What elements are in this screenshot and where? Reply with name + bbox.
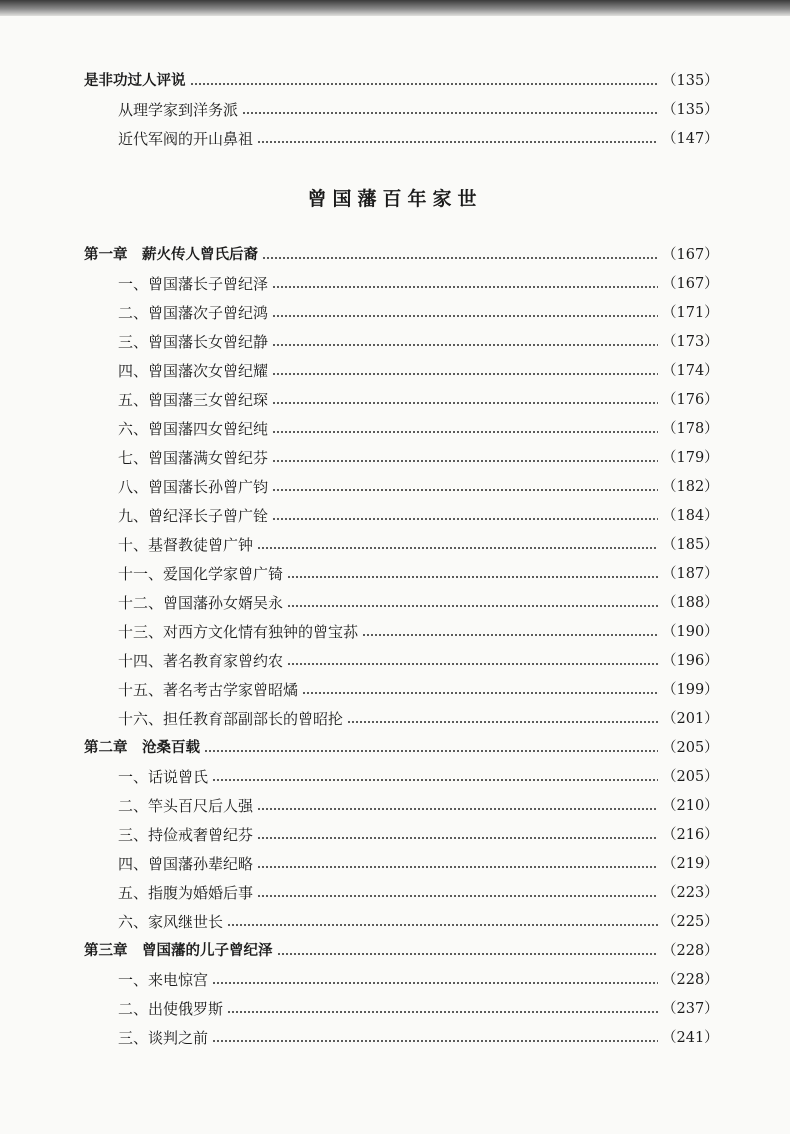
toc-entry-title: 第三章 曾国藩的儿子曾纪泽 xyxy=(84,943,273,959)
dot-leader xyxy=(227,924,658,926)
toc-section-entry[interactable] xyxy=(0,879,790,908)
toc-section-entry[interactable] xyxy=(0,96,790,125)
toc-section-entry[interactable] xyxy=(0,1024,790,1053)
toc-entry-title: 十五、著名考古学家曾昭燏 xyxy=(118,681,299,699)
dot-leader xyxy=(347,721,658,723)
toc-section-entry[interactable] xyxy=(0,589,790,618)
toc-entry-page-number: （205） xyxy=(662,740,719,756)
toc-entry-title: 二、曾国藩次子曾纪鸿 xyxy=(118,304,269,322)
dot-leader xyxy=(272,460,658,462)
toc-section-entry[interactable] xyxy=(0,357,790,386)
toc-section-entry[interactable] xyxy=(0,821,790,850)
toc-section-entry[interactable] xyxy=(0,676,790,705)
toc-section-entry[interactable] xyxy=(0,995,790,1024)
dot-leader xyxy=(212,779,658,781)
dot-leader xyxy=(272,489,658,491)
dot-leader xyxy=(272,286,658,288)
toc-section-entry[interactable] xyxy=(0,560,790,589)
toc-section-entry[interactable] xyxy=(0,966,790,995)
toc-chapter-entry[interactable] xyxy=(0,241,790,270)
toc-entry-title: 二、竿头百尺后人强 xyxy=(118,797,254,815)
dot-leader xyxy=(272,402,658,404)
toc-section-entry[interactable] xyxy=(0,270,790,299)
dot-leader xyxy=(272,373,658,375)
toc-entry-page-number: （228） xyxy=(662,943,719,959)
toc-entry-page-number: （147） xyxy=(662,131,719,147)
toc-section-entry[interactable] xyxy=(0,850,790,879)
toc-entry-page-number: （135） xyxy=(662,102,719,118)
toc-entry-title: 四、曾国藩次女曾纪耀 xyxy=(118,362,269,380)
toc-section-entry[interactable] xyxy=(0,386,790,415)
toc-entry-page-number: （167） xyxy=(662,276,719,292)
dot-leader xyxy=(257,141,658,143)
toc-entry-title: 十一、爱国化学家曾广锜 xyxy=(118,565,284,583)
toc-entry-page-number: （237） xyxy=(662,1001,719,1017)
dot-leader xyxy=(204,750,658,752)
toc-entry-title: 一、曾国藩长子曾纪泽 xyxy=(118,275,269,293)
toc-entry-title: 五、指腹为婚婚后事 xyxy=(118,884,254,902)
toc-entry-title: 十三、对西方文化情有独钟的曾宝荪 xyxy=(118,623,359,641)
top-shadow-bar xyxy=(0,0,790,16)
dot-leader xyxy=(257,547,658,549)
toc-entry-title: 四、曾国藩孙辈纪略 xyxy=(118,855,254,873)
toc-entry-title: 三、谈判之前 xyxy=(118,1029,209,1047)
toc-section-entry[interactable] xyxy=(0,328,790,357)
toc-entry-page-number: （179） xyxy=(662,450,719,466)
toc-section-entry[interactable] xyxy=(0,125,790,154)
dot-leader xyxy=(242,112,658,114)
toc-entry-title: 第二章 沧桑百载 xyxy=(84,740,200,756)
toc-entry-page-number: （167） xyxy=(662,247,719,263)
toc-entry-title: 九、曾纪泽长子曾广铨 xyxy=(118,507,269,525)
toc-entry-page-number: （174） xyxy=(662,363,719,379)
dot-leader xyxy=(257,837,658,839)
dot-leader xyxy=(287,576,658,578)
toc-entry-title: 六、曾国藩四女曾纪纯 xyxy=(118,420,269,438)
toc-entry-page-number: （210） xyxy=(662,798,719,814)
toc-entry-page-number: （201） xyxy=(662,711,719,727)
dot-leader xyxy=(287,605,658,607)
toc-chapter-entry[interactable] xyxy=(0,937,790,966)
toc-entry-page-number: （219） xyxy=(662,856,719,872)
toc-entry-page-number: （171） xyxy=(662,305,719,321)
toc-section-entry[interactable] xyxy=(0,647,790,676)
dot-leader xyxy=(302,692,658,694)
toc-entry-title: 一、话说曾氏 xyxy=(118,768,209,786)
dot-leader xyxy=(190,83,659,85)
toc-entry-page-number: （225） xyxy=(662,914,719,930)
toc-entry-title: 二、出使俄罗斯 xyxy=(118,1000,224,1018)
toc-entry-title: 第一章 薪火传人曾氏后裔 xyxy=(84,247,258,263)
toc-section-entry[interactable] xyxy=(0,415,790,444)
toc-entry-page-number: （185） xyxy=(662,537,719,553)
toc-entry-page-number: （182） xyxy=(662,479,719,495)
toc-entry-title: 三、持俭戒奢曾纪芬 xyxy=(118,826,254,844)
toc-section-entry[interactable] xyxy=(0,299,790,328)
dot-leader xyxy=(277,953,659,955)
toc-entry-title: 是非功过人评说 xyxy=(84,73,186,89)
toc-entry-page-number: （178） xyxy=(662,421,719,437)
dot-leader xyxy=(272,431,658,433)
toc-section-entry[interactable] xyxy=(0,531,790,560)
toc-entry-title: 六、家风继世长 xyxy=(118,913,224,931)
toc-entry-title: 十六、担任教育部副部长的曾昭抡 xyxy=(118,710,344,728)
toc-entry-page-number: （190） xyxy=(662,624,719,640)
toc-entry-title: 五、曾国藩三女曾纪琛 xyxy=(118,391,269,409)
dot-leader xyxy=(212,982,658,984)
toc-entry-page-number: （199） xyxy=(662,682,719,698)
toc-entry-title: 三、曾国藩长女曾纪静 xyxy=(118,333,269,351)
dot-leader xyxy=(272,315,658,317)
toc-chapter-entry[interactable] xyxy=(0,67,790,96)
toc-entry-title: 十四、著名教育家曾约农 xyxy=(118,652,284,670)
toc-entry-page-number: （135） xyxy=(662,73,719,89)
dot-leader xyxy=(272,518,658,520)
toc-entry-title: 一、来电惊宫 xyxy=(118,971,209,989)
toc-entry-page-number: （241） xyxy=(662,1030,719,1046)
dot-leader xyxy=(257,808,658,810)
toc-chapter-entry[interactable] xyxy=(0,734,790,763)
toc-section-entry[interactable] xyxy=(0,444,790,473)
toc-entry-page-number: （188） xyxy=(662,595,719,611)
toc-section-entry[interactable] xyxy=(0,763,790,792)
section-title: 曾国藩百年家世 xyxy=(307,188,483,210)
toc-entry-page-number: （173） xyxy=(662,334,719,350)
dot-leader xyxy=(287,663,658,665)
toc-entry-page-number: （228） xyxy=(662,972,719,988)
toc-entry-page-number: （187） xyxy=(662,566,719,582)
toc-entry-page-number: （223） xyxy=(662,885,719,901)
toc-entry-page-number: （196） xyxy=(662,653,719,669)
toc-section-entry[interactable] xyxy=(0,618,790,647)
toc-entry-page-number: （184） xyxy=(662,508,719,524)
dot-leader xyxy=(257,866,658,868)
dot-leader xyxy=(362,634,658,636)
dot-leader xyxy=(212,1040,658,1042)
toc-section-entry[interactable] xyxy=(0,705,790,734)
toc-entry-title: 八、曾国藩长孙曾广钧 xyxy=(118,478,269,496)
toc-section-entry[interactable] xyxy=(0,502,790,531)
toc-section-entry[interactable] xyxy=(0,473,790,502)
dot-leader xyxy=(227,1011,658,1013)
toc-entry-title: 近代军阀的开山鼻祖 xyxy=(118,130,254,148)
dot-leader xyxy=(257,895,658,897)
toc-entry-title: 十二、曾国藩孙女婿吴永 xyxy=(118,594,284,612)
toc-entry-page-number: （205） xyxy=(662,769,719,785)
toc-entry-title: 七、曾国藩满女曾纪芬 xyxy=(118,449,269,467)
toc-entry-page-number: （216） xyxy=(662,827,719,843)
toc-section-entry[interactable] xyxy=(0,792,790,821)
toc-entry-page-number: （176） xyxy=(662,392,719,408)
toc-entry-title: 十、基督教徒曾广钟 xyxy=(118,536,254,554)
toc-entry-title: 从理学家到洋务派 xyxy=(118,101,239,119)
dot-leader xyxy=(272,344,658,346)
toc-section-entry[interactable] xyxy=(0,908,790,937)
dot-leader xyxy=(262,257,658,259)
